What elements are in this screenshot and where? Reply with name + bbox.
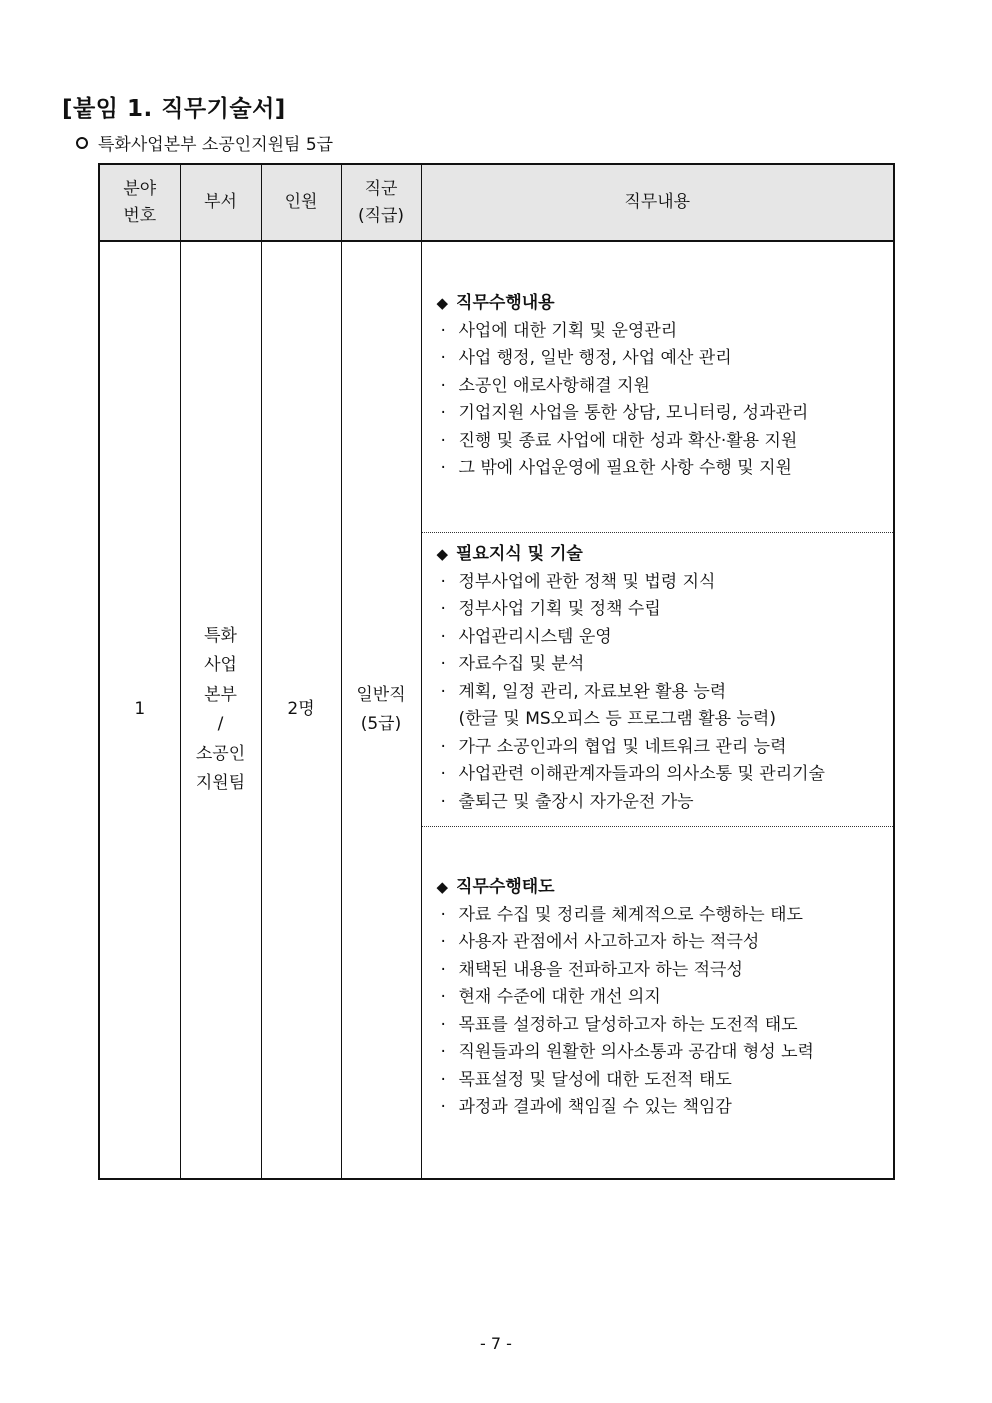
list-item: · 사용자 관점에서 사고하고자 하는 적극성 xyxy=(440,932,760,952)
table-row xyxy=(99,241,894,1179)
page-number: - 7 - xyxy=(480,1334,512,1353)
list-item: · 현재 수준에 대한 개선 의지 xyxy=(440,987,661,1007)
diamond-icon: ◆ xyxy=(436,878,449,896)
list-item: · 출퇴근 및 출장시 자가운전 가능 xyxy=(440,791,694,812)
diamond-icon: ◆ xyxy=(436,294,449,312)
list-item: · 채택된 내용을 전파하고자 하는 적극성 xyxy=(440,959,743,980)
circle-icon xyxy=(76,137,88,149)
list-item: · 가구 소공인과의 협업 및 네트워크 관리 능력 xyxy=(440,736,787,757)
list-item: · 자료수집 및 분석 xyxy=(440,654,585,674)
list-item: · 목표설정 및 달성에 대한 도전적 태도 xyxy=(440,1069,732,1090)
list-item: · 기업지원 사업을 통한 상담, 모니터링, 성과관리 xyxy=(440,403,809,423)
list-item: · 목표를 설정하고 달성하고자 하는 도전적 태도 xyxy=(440,1014,798,1035)
list-item: · 계획, 일정 관리, 자료보완 활용 능력 xyxy=(440,681,727,702)
diamond-icon: ◆ xyxy=(436,545,449,563)
list-item-continuation: (한글 및 MS오피스 등 프로그램 활용 능력) xyxy=(458,709,776,729)
list-item: · 그 밖에 사업운영에 필요한 사항 수행 및 지원 xyxy=(440,458,792,478)
section-knowledge-skills xyxy=(422,532,894,826)
subtitle-text: 특화사업본부 소공인지원팀 5급 xyxy=(98,135,334,155)
section-attitude xyxy=(422,826,894,1178)
cell-headcount: 2명 xyxy=(261,241,341,1179)
header-department: 부서 xyxy=(180,164,261,241)
list-item: · 사업 행정, 일반 행정, 사업 예산 관리 xyxy=(440,348,732,368)
list-item: · 사업관리시스템 운영 xyxy=(440,626,612,647)
cell-field-no: 1 xyxy=(99,241,180,1179)
section-job-duties xyxy=(422,242,894,532)
section-title: ◆ 직무수행내용 xyxy=(437,290,894,318)
list-item: · 소공인 애로사항해결 지원 xyxy=(440,375,650,396)
header-job-content: 직무내용 xyxy=(421,164,894,241)
list-item: · 사업에 대한 기획 및 운영관리 xyxy=(440,320,678,341)
list-item: · 진행 및 종료 사업에 대한 성과 확산·활용 지원 xyxy=(440,430,798,451)
document-subtitle xyxy=(76,130,333,155)
list-item: · 직원들과의 원활한 의사소통과 공감대 형성 노력 xyxy=(440,1042,814,1062)
document-title: [붙임 1. 직무기술서] xyxy=(62,96,286,122)
table-header-row xyxy=(99,164,894,241)
job-description-table xyxy=(98,163,895,1180)
cell-job-grade: 일반직 (5급) xyxy=(341,241,421,1179)
header-field-no: 분야 번호 xyxy=(99,164,180,241)
section-title: ◆ 필요지식 및 기술 xyxy=(437,541,894,569)
list-item: · 자료 수집 및 정리를 체계적으로 수행하는 태도 xyxy=(440,904,803,925)
list-item: · 과정과 결과에 책임질 수 있는 책임감 xyxy=(440,1097,732,1117)
header-headcount: 인원 xyxy=(261,164,341,241)
section-title: ◆ 직무수행태도 xyxy=(437,874,894,902)
cell-job-content xyxy=(421,241,894,1179)
list-item: · 정부사업 기획 및 정책 수립 xyxy=(440,599,661,619)
list-item: · 정부사업에 관한 정책 및 법령 지식 xyxy=(440,571,716,592)
cell-department: 특화 사업 본부 / 소공인 지원팀 xyxy=(180,241,261,1179)
list-item: · 사업관련 이해관계자들과의 의사소통 및 관리기술 xyxy=(440,764,825,784)
header-job-grade: 직군 (직급) xyxy=(341,164,421,241)
